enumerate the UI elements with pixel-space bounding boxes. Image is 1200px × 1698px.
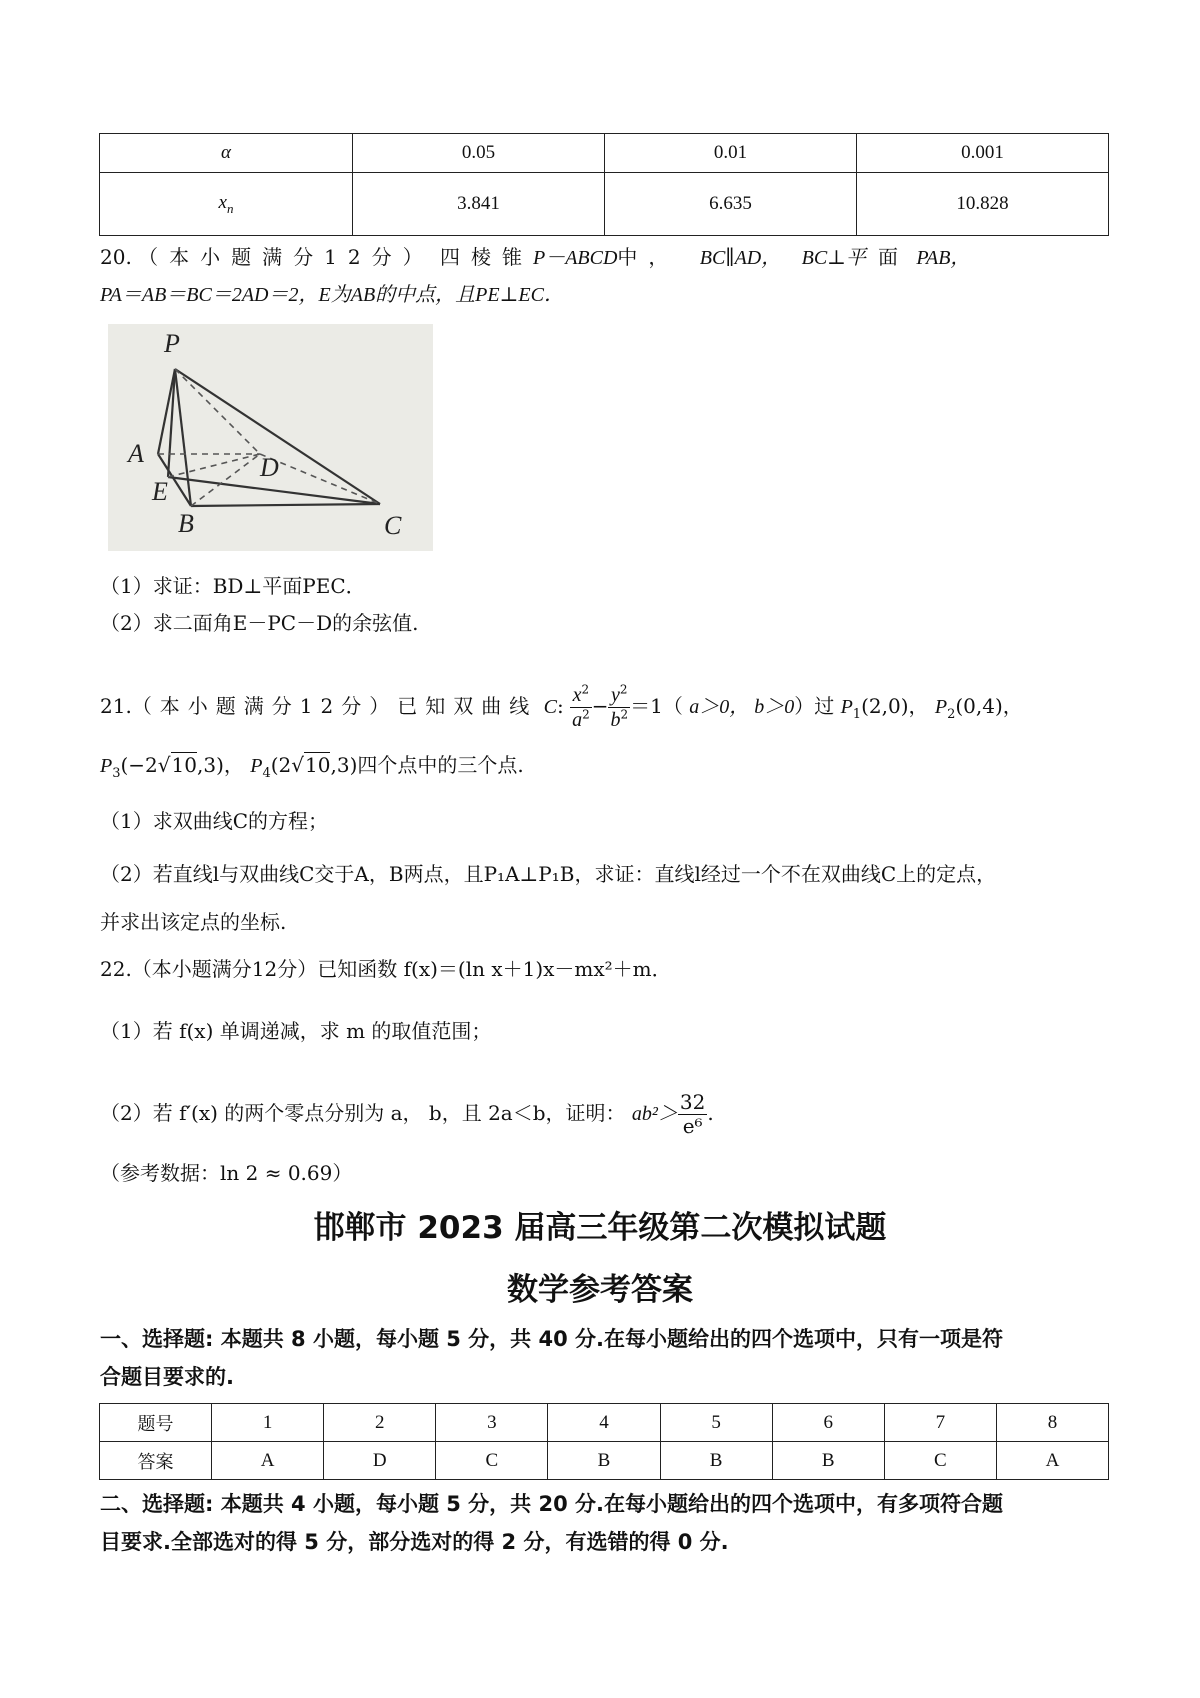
p2-subscript: 2 <box>947 707 956 722</box>
p3-subscript: 3 <box>112 766 121 781</box>
section2-heading-cont: 目要求.全部选对的得 5 分，部分选对的得 2 分，有选错的得 0 分. <box>100 1530 729 1554</box>
p1-coord: (2,0)， <box>861 694 929 718</box>
p3-coord-a: (−2 <box>120 753 158 777</box>
xn-cell <box>100 173 353 236</box>
q20-score: （本小题满分12分） <box>138 245 434 269</box>
q20-cond2a: BC⊥平 <box>801 247 866 269</box>
p2-coord: (0,4)， <box>955 694 1023 718</box>
q20-part2: （2）求二面角E－PC－D的余弦值. <box>100 611 419 635</box>
p4-coord-a: (2 <box>270 753 292 777</box>
p4-symbol: P <box>250 755 263 777</box>
p4-tail: 四个点中的三个点. <box>357 753 524 777</box>
table-cell: D <box>324 1442 436 1480</box>
table-row <box>100 134 1109 173</box>
table-cell: 6.635 <box>605 173 857 236</box>
q22-part2 <box>100 1083 714 1144</box>
p4-sqrt: 10 <box>305 753 331 777</box>
table-row <box>100 1442 1109 1480</box>
q22-ineq-den: e⁶ <box>682 1114 703 1138</box>
p3-coord-c: ,3)， <box>197 753 244 777</box>
q22-line1: 22.（本小题满分12分）已知函数 f(x)＝(ln x＋1)x－mx²＋m． <box>100 957 672 981</box>
y-symbol: y <box>611 684 620 706</box>
p2-symbol: P <box>934 696 948 718</box>
table-cell: 7 <box>884 1404 996 1442</box>
y2-over-b2: $\frac{y^2}{b^2}$ <box>610 682 629 731</box>
q20-line1 <box>100 242 970 273</box>
pyramid-figure <box>108 324 433 551</box>
table-cell: 0.001 <box>857 134 1109 173</box>
p1-symbol: P <box>840 696 853 718</box>
table-cell: 3 <box>436 1404 548 1442</box>
p4-subscript: 4 <box>262 766 271 781</box>
table-cell: C <box>884 1442 996 1480</box>
q21-eq1: ＝1（ <box>630 694 683 718</box>
table-cell: 0.01 <box>605 134 857 173</box>
q20-number: 20. <box>100 245 132 269</box>
q22-part2-text: （2）若 f′(x) 的两个零点分别为 a， b，且 2a＜b，证明： <box>100 1101 626 1125</box>
answer-label-cell: 答案 <box>100 1442 212 1480</box>
table-cell: 8 <box>996 1404 1108 1442</box>
q21-score: （本小题满分12分） <box>131 694 398 718</box>
label-b: B <box>178 509 194 538</box>
section2-heading: 二、选择题: 本题共 4 小题，每小题 5 分，共 20 分.在每小题给出的四个选项中，有多项符合题 <box>100 1492 1003 1516</box>
p4-coord-c: ,3) <box>330 753 358 777</box>
q21-number: 21. <box>100 694 132 718</box>
q21-cond: a＞0， b＞0 <box>689 696 795 718</box>
xn-symbol: x <box>218 191 227 213</box>
table-cell: B <box>548 1442 660 1480</box>
q21-known: 已知双曲线 <box>397 694 538 718</box>
table-cell: 2 <box>324 1404 436 1442</box>
alpha-cell: α <box>100 134 353 173</box>
answer-table <box>99 1403 1109 1480</box>
q22-part1: （1）若 f(x) 单调递减，求 m 的取值范围； <box>100 1019 492 1043</box>
q20-cond2c: PAB， <box>916 247 971 269</box>
q21-curve: C <box>543 696 557 718</box>
q21-passes: ）过 <box>794 694 835 718</box>
q22-ineq-fraction <box>678 1091 707 1138</box>
q22-ineq-left: ab²＞ <box>631 1103 678 1125</box>
table-cell: 0.05 <box>353 134 605 173</box>
table-cell: A <box>996 1442 1108 1480</box>
table-cell: 10.828 <box>857 173 1109 236</box>
label-a: A <box>128 439 144 468</box>
table-cell: B <box>660 1442 772 1480</box>
q21-part2: （2）若直线l与双曲线C交于A，B两点，且P₁A⊥P₁B，求证：直线l经过一个不在双曲线C上的定点， <box>100 862 997 886</box>
table-cell: C <box>436 1442 548 1480</box>
b-symbol: b <box>610 709 621 731</box>
table-row <box>100 173 1109 236</box>
xn-subscript: n <box>226 200 234 216</box>
section1-heading: 一、选择题: 本题共 8 小题，每小题 5 分，共 40 分.在每小题给出的四个选项中，只有一项是符 <box>100 1327 1003 1351</box>
answer-title: 邯郸市 2023 届高三年级第二次模拟试题 <box>313 1210 887 1246</box>
label-e: E <box>152 477 168 506</box>
critical-value-table <box>99 133 1109 236</box>
q20-cond1: BC∥AD， <box>699 247 782 269</box>
table-cell: 6 <box>772 1404 884 1442</box>
q20-zhong: 中， <box>617 245 680 269</box>
x-symbol: x <box>572 684 582 706</box>
q21-line2: $P_3(-2√10,3)$， $P_4(2√10,3)$四个点中的三个点. <box>100 753 524 781</box>
header-label-cell: 题号 <box>100 1404 212 1442</box>
p3-sqrt: 10 <box>171 753 197 777</box>
table-cell: 5 <box>660 1404 772 1442</box>
q21-line1: 21.（本小题满分12分）已知双曲线 C: $\frac{x^2}{a^2}$ − $\frac{y^2}{b^2}$ ＝1（ a＞0， b＞0）过 $P_1(2,0)$， $P_2(0,4)$， <box>100 682 1023 731</box>
label-d: D <box>260 453 279 482</box>
label-p: P <box>164 329 180 358</box>
table-cell: 1 <box>212 1404 324 1442</box>
q21-part2-cont: 并求出该定点的坐标. <box>100 910 287 934</box>
q20-part1: （1）求证：BD⊥平面PEC． <box>100 574 366 598</box>
table-cell: 4 <box>548 1404 660 1442</box>
x2-over-a2: $\frac{x^2}{a^2}$ <box>572 682 590 731</box>
q22-ineq-end: . <box>707 1101 714 1125</box>
q20-cond2b: 面 <box>877 245 898 269</box>
q20-line2 <box>100 279 564 310</box>
table-cell: 3.841 <box>353 173 605 236</box>
p1-subscript: 1 <box>852 707 862 722</box>
q20-pyramid: P－ABCD <box>532 247 618 269</box>
section1-heading-cont: 合题目要求的. <box>100 1365 234 1389</box>
q22-reference: （参考数据：ln 2 ≈ 0.69） <box>100 1161 353 1185</box>
q20-intro: 四棱锥 <box>439 245 533 269</box>
answer-subtitle: 数学参考答案 <box>507 1272 693 1308</box>
q21-part1: （1）求双曲线C的方程； <box>100 809 329 833</box>
q22-ineq-num: 32 <box>679 1090 706 1114</box>
table-cell: A <box>212 1442 324 1480</box>
table-cell: B <box>772 1442 884 1480</box>
q20-conditions: PA＝AB＝BC＝2AD＝2，E为AB的中点，且PE⊥EC． <box>100 284 564 306</box>
label-c: C <box>384 511 402 540</box>
table-row <box>100 1404 1109 1442</box>
p3-symbol: P <box>100 755 113 777</box>
a-symbol: a <box>572 709 583 731</box>
